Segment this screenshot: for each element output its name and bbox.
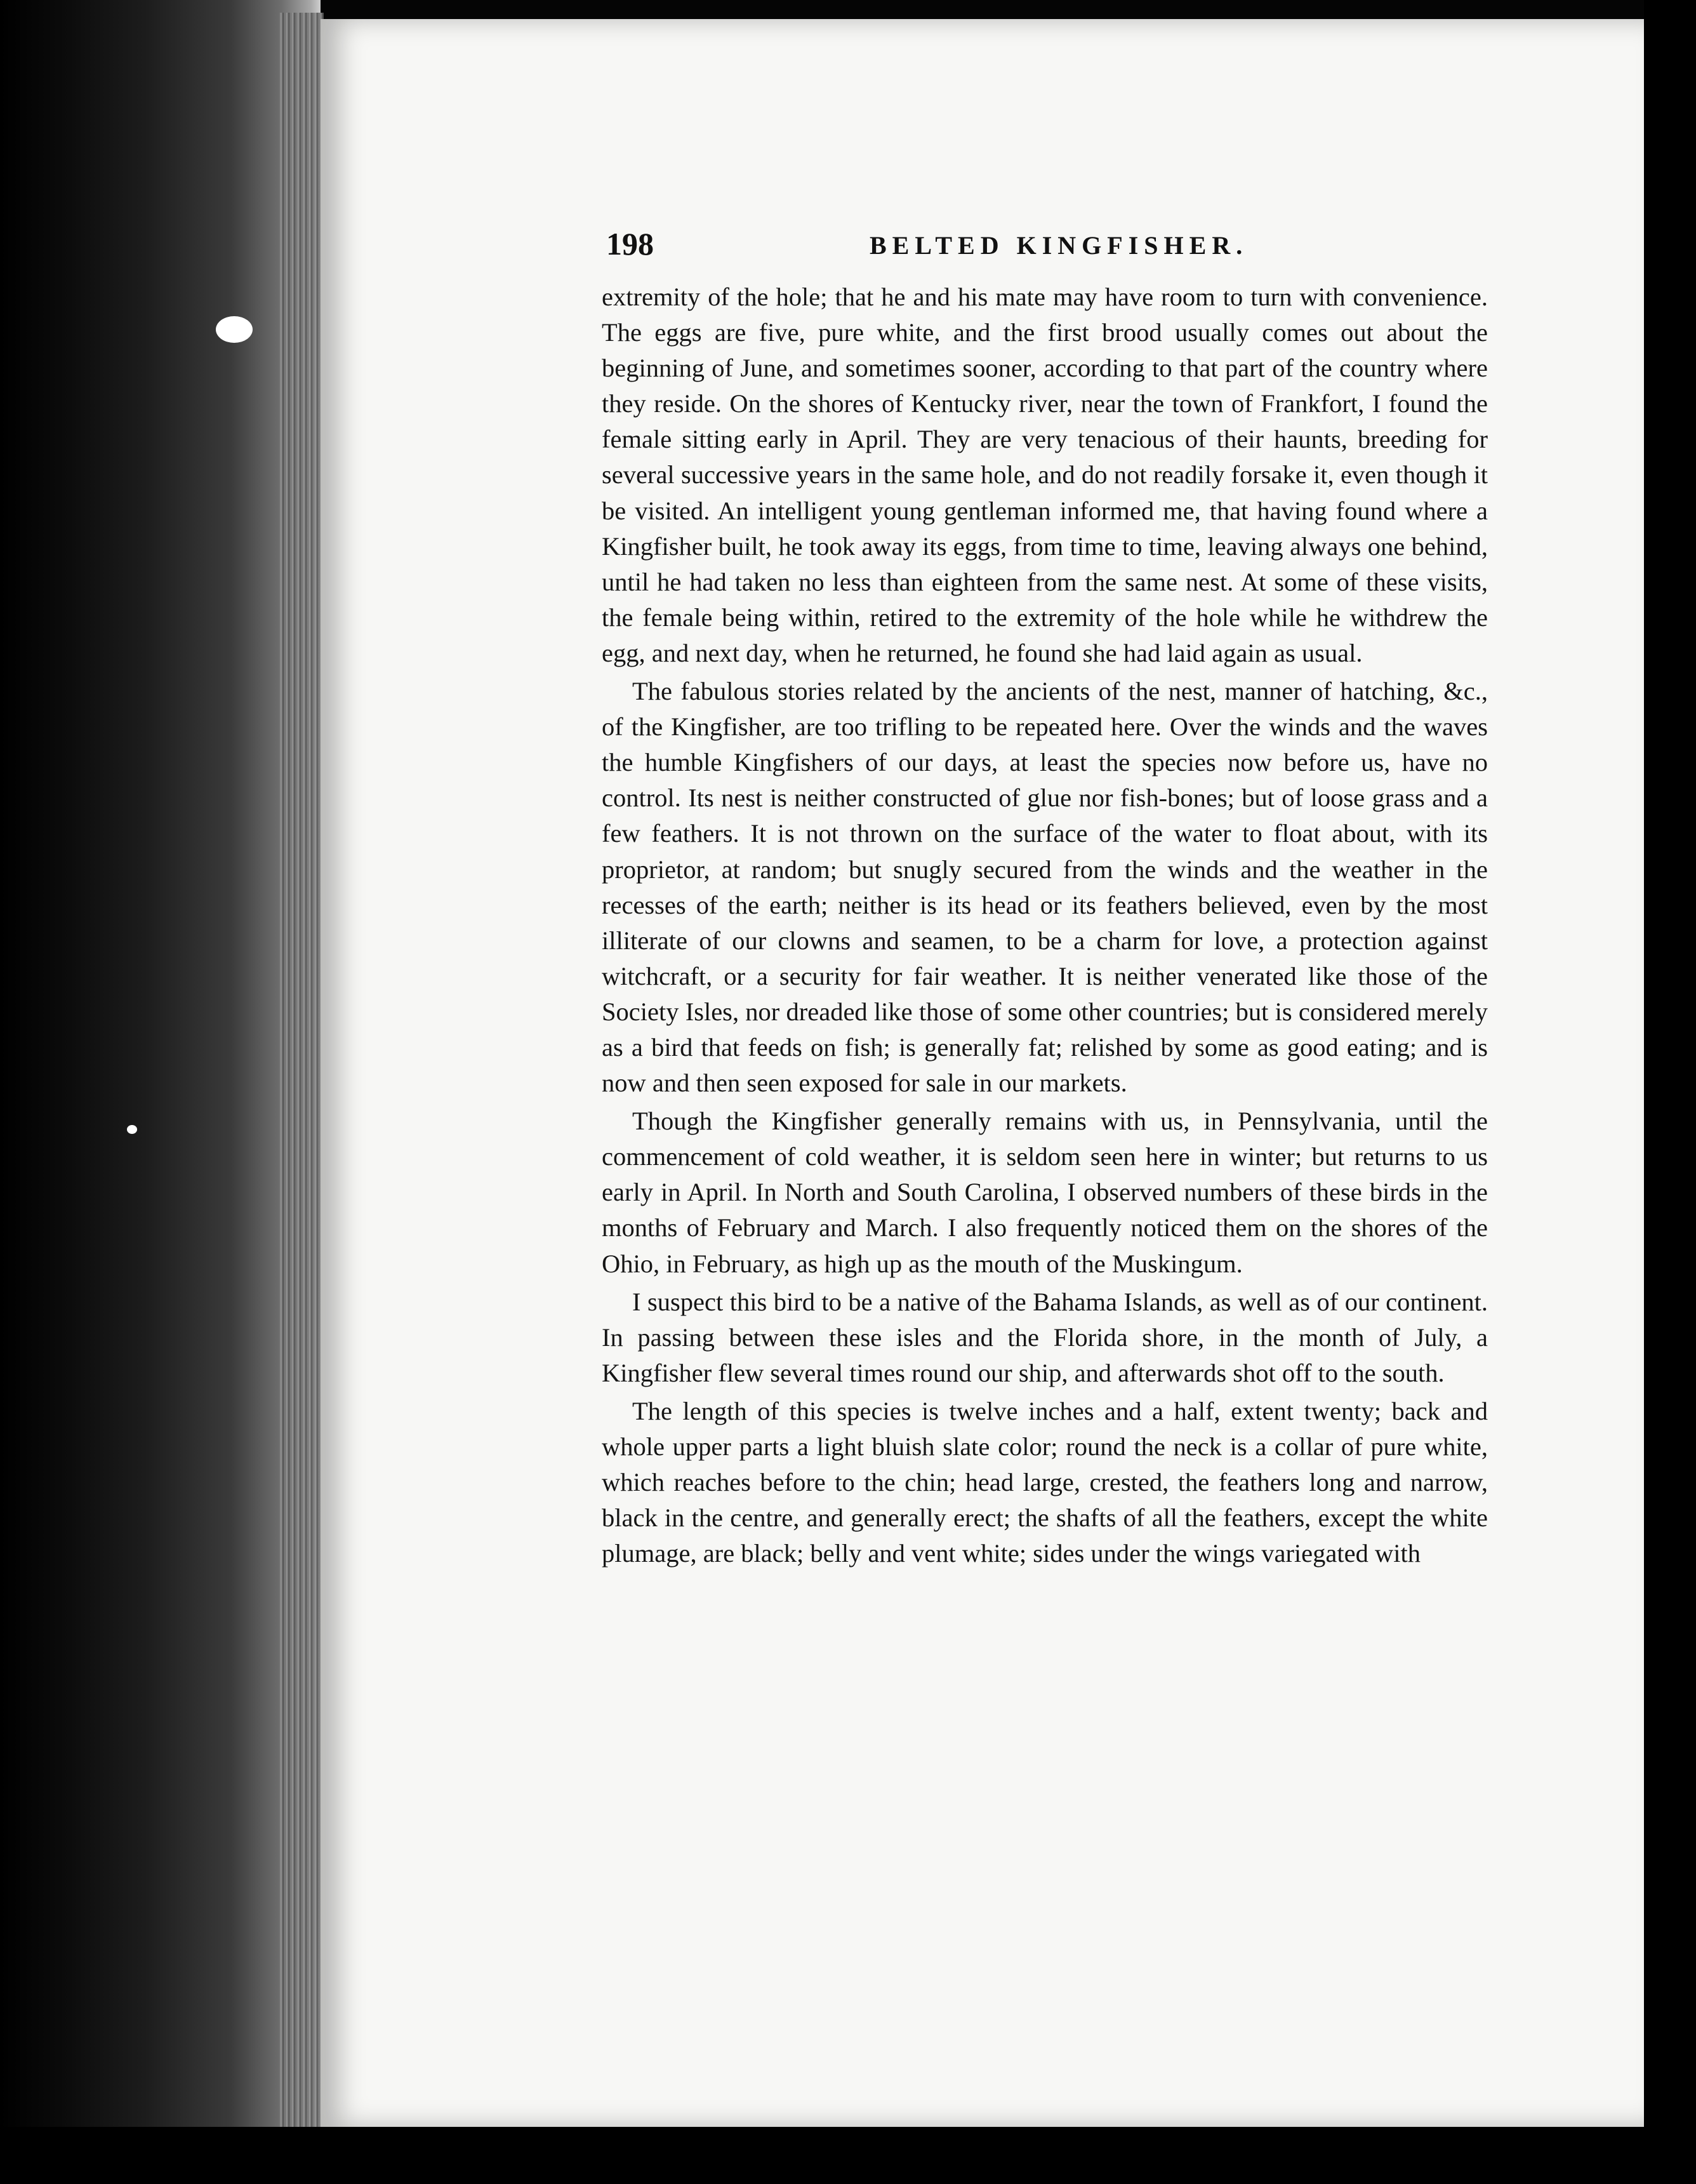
paragraph-1: extremity of the hole; that he and his mate may have room to turn with convenience. The eggs are five, pure white, and the first brood usually comes out about the beginning of June, and sometimes sooner, according to that part of the country where they reside. On the shores of Kentucky river, near the town of Frankfort, I found the female sitting early in April. They are very tenacious of their haunts, breeding for several successive years in the same hole, and do not readily forsake it, even though it be visited. An intelligent young gentleman informed me, that having found where a Kingfisher built, he took away its eggs, from time to time, leaving always one behind, until he had taken no less than eighteen from the same nest. At some of these visits, the female being within, retired to the extremity of the hole while he withdrew the egg, and next day, when he returned, he found she had laid again as usual. xyxy=(602,283,1488,667)
paragraph-3: Though the Kingfisher generally remains with us, in Pennsylvania, until the commencement of cold weather, it is seldom seen here in winter; but returns to us early in April. In North and South Carolina, I observed numbers of these birds in the months of February and March. I also frequently noticed them on the shores of the Ohio, in February, as high up as the mouth of the Muskingum. xyxy=(602,1107,1488,1278)
page-edges xyxy=(279,13,324,2133)
book-spine xyxy=(0,0,321,2184)
body-text xyxy=(602,279,1488,1574)
page-number: 198 xyxy=(606,226,654,262)
paragraph-2: The fabulous stories related by the ancients of the nest, manner of hatching, &c., of the Kingfisher, are too trifling to be repeated here. Over the winds and the waves the humble Kingfishers of our days, at least the species now before us, have no control. Its nest is neither constructed of glue nor fish-bones; but of loose grass and a few feathers. It is not thrown on the surface of the water to float about, with its proprietor, at random; but snugly secured from the winds and the weather in the recesses of the earth; neither is its head or its feathers believed, even by the most illiterate of our clowns and seamen, to be a charm for love, a protection against witchcraft, or a security for fair weather. It is neither venerated like those of the Society Isles, nor dreaded like those of some other countries; but is considered merely as a bird that feeds on fish; is generally fat; relished by some as good eating; and is now and then seen exposed for sale in our markets. xyxy=(602,677,1488,1098)
spine-blemish xyxy=(216,316,253,343)
spine-speck xyxy=(127,1125,137,1134)
right-scan-border xyxy=(1644,0,1696,2184)
paragraph-5: The length of this species is twelve inches and a half, extent twenty; back and whole upper parts a light bluish slate color; round the neck is a collar of pure white, which reaches before to the chin; head large, crested, the feathers long and narrow, black in the centre, and generally erect; the shafts of all the feathers, except the white plumage, are black; belly and vent white; sides under the wings variegated with xyxy=(602,1396,1488,1568)
paragraph-4: I suspect this bird to be a native of the Bahama Islands, as well as of our continent. In passing between these isles and the Florida shore, in the month of July, a Kingfisher flew several times round our ship, and afterwards shot off to the south. xyxy=(602,1287,1488,1387)
bottom-scan-border xyxy=(0,2127,1696,2184)
running-title: BELTED KINGFISHER. xyxy=(870,231,1249,260)
page-header xyxy=(606,225,1495,270)
